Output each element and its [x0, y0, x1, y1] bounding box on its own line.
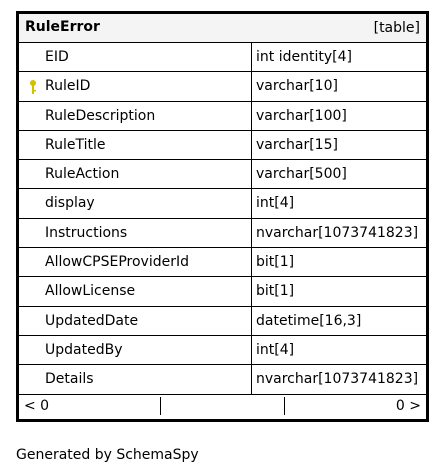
child-count: 0 > — [395, 397, 421, 414]
column-name-text: UpdatedBy — [45, 341, 123, 358]
column-type: nvarchar[1073741823] — [256, 224, 419, 241]
column-row — [19, 72, 426, 101]
column-name-text: RuleDescription — [45, 107, 156, 124]
table-node — [16, 11, 429, 422]
column-name — [19, 277, 252, 305]
column-row — [19, 365, 426, 394]
column-name-text: RuleTitle — [45, 136, 106, 153]
column-type: int[4] — [256, 195, 295, 212]
column-name-text: Instructions — [45, 224, 128, 241]
column-name — [19, 248, 252, 276]
column-type: bit[1] — [256, 283, 295, 300]
column-type: datetime[16,3] — [256, 312, 362, 329]
column-name — [19, 365, 252, 393]
generated-by-label: Generated by SchemaSpy — [16, 447, 199, 463]
column-type: varchar[15] — [256, 136, 338, 153]
column-name-text: RuleID — [45, 78, 91, 95]
column-type: varchar[500] — [256, 166, 347, 183]
column-name — [19, 219, 252, 247]
column-type: nvarchar[1073741823] — [256, 371, 419, 388]
column-row — [19, 307, 426, 336]
column-type: varchar[100] — [256, 107, 347, 124]
column-name-text: AllowLicense — [45, 283, 136, 300]
column-row — [19, 102, 426, 131]
column-type: bit[1] — [256, 254, 295, 271]
column-type: int identity[4] — [256, 49, 352, 65]
table-footer — [19, 395, 426, 419]
primary-key-icon — [28, 79, 38, 95]
column-name-text: RuleAction — [45, 166, 120, 183]
column-row — [19, 43, 426, 72]
column-row — [19, 336, 426, 365]
column-name-text: AllowCPSEProviderId — [45, 254, 189, 271]
table-name: RuleError — [25, 19, 100, 35]
table-kind-label: [table] — [373, 20, 420, 36]
column-row — [19, 131, 426, 160]
column-type: varchar[10] — [256, 78, 338, 95]
column-type: int[4] — [256, 341, 295, 358]
column-name — [19, 160, 252, 188]
column-name — [19, 131, 252, 159]
column-name-text: display — [45, 195, 95, 212]
column-name — [19, 307, 252, 335]
footer-spacer — [161, 397, 285, 415]
table-header — [19, 14, 426, 43]
column-name-text: EID — [45, 49, 69, 65]
column-name — [19, 102, 252, 130]
parent-count: < 0 — [19, 397, 161, 415]
column-list — [19, 43, 426, 395]
column-name — [19, 336, 252, 364]
column-row — [19, 248, 426, 277]
column-row — [19, 189, 426, 218]
column-row — [19, 277, 426, 306]
column-name — [19, 72, 252, 100]
column-name-text: Details — [45, 371, 94, 388]
column-name — [19, 189, 252, 217]
column-row — [19, 219, 426, 248]
column-name — [19, 43, 252, 71]
column-name-text: UpdatedDate — [45, 312, 139, 329]
column-row — [19, 160, 426, 189]
